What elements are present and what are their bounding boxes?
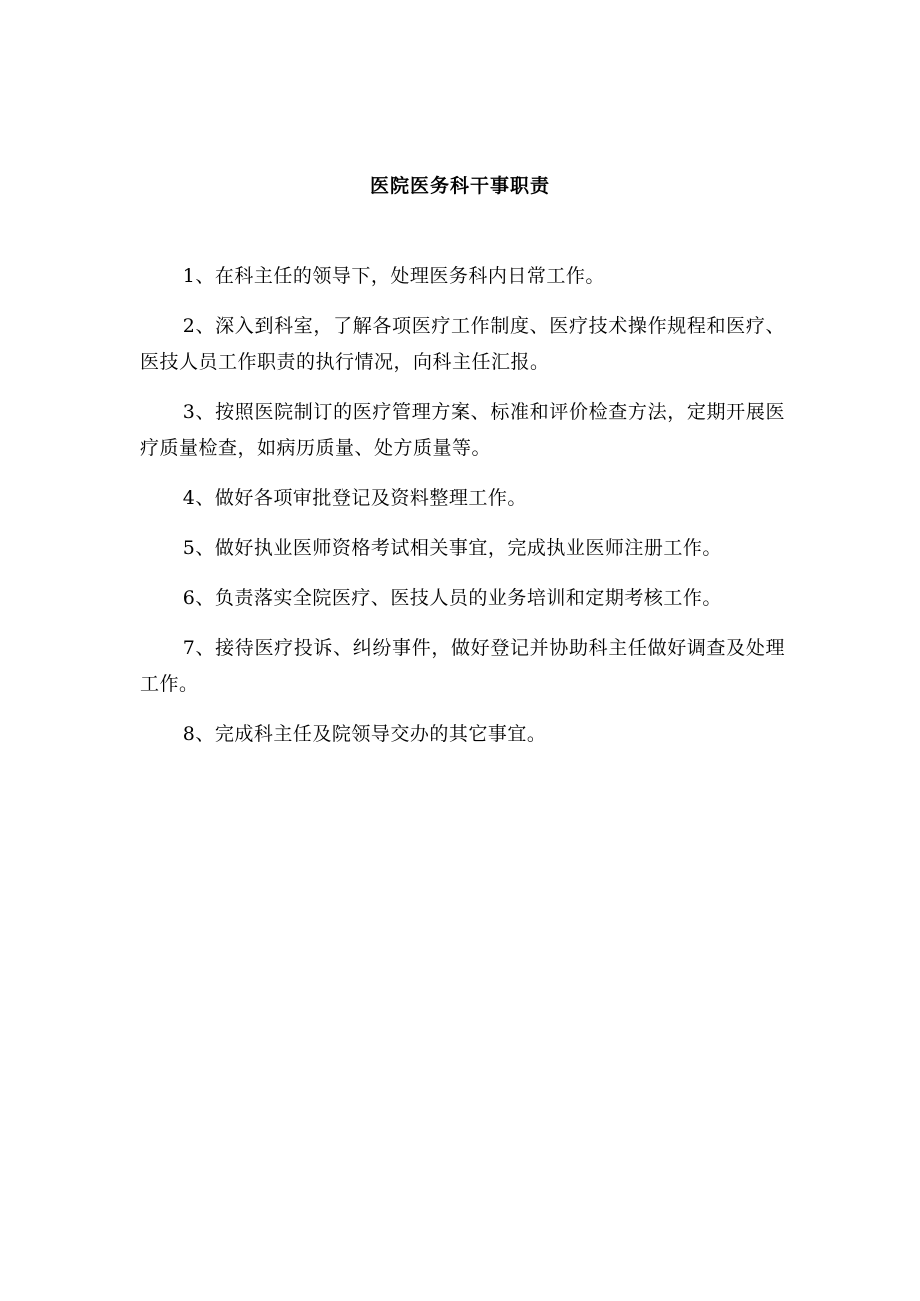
duty-item-6: 6、负责落实全院医疗、医技人员的业务培训和定期考核工作。: [182, 587, 722, 609]
duty-item-7: 7、接待医疗投诉、纠纷事件，做好登记并协助科主任做好调查及处理工作。: [140, 637, 785, 695]
document-body: [140, 258, 785, 766]
document-title: 医院医务科干事职责: [369, 175, 550, 197]
duty-item-2: 2、深入到科室，了解各项医疗工作制度、医疗技术操作规程和医疗、医技人员工作职责的执行情况，向科主任汇报。: [140, 315, 785, 373]
duty-item-1: 1、在科主任的领导下，处理医务科内日常工作。: [182, 265, 605, 287]
duty-item-3: 3、按照医院制订的医疗管理方案、标准和评价检查方法，定期开展医疗质量检查，如病历质量、处方质量等。: [140, 401, 785, 459]
duty-item-5: 5、做好执业医师资格考试相关事宜，完成执业医师注册工作。: [182, 537, 722, 559]
duty-item-4: 4、做好各项审批登记及资料整理工作。: [182, 487, 527, 509]
duty-item-8: 8、完成科主任及院领导交办的其它事宜。: [182, 723, 547, 745]
